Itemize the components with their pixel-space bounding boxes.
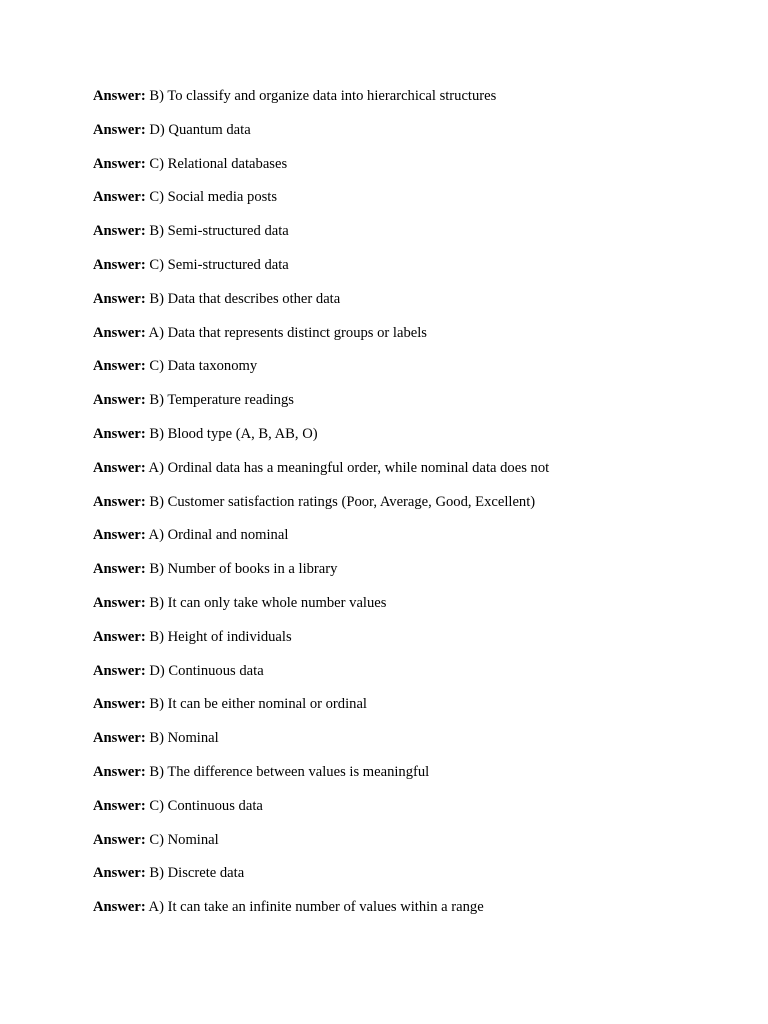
answer-text: B) It can be either nominal or ordinal bbox=[149, 696, 367, 713]
answer-text: A) It can take an infinite number of values within a range bbox=[148, 899, 484, 916]
answer-label: Answer: bbox=[93, 594, 146, 611]
answer-text: B) Blood type (A, B, AB, O) bbox=[149, 425, 318, 442]
answer-label: Answer: bbox=[93, 899, 146, 916]
answer-line bbox=[93, 121, 733, 155]
answer-label: Answer: bbox=[93, 358, 146, 375]
answer-line bbox=[93, 188, 733, 222]
answer-line bbox=[93, 155, 733, 189]
answer-line bbox=[93, 763, 733, 797]
answer-text: B) The difference between values is meaningful bbox=[149, 763, 430, 780]
answer-line bbox=[93, 628, 733, 662]
answer-text: B) Discrete data bbox=[149, 865, 245, 882]
answer-label: Answer: bbox=[93, 662, 146, 679]
answer-line bbox=[93, 222, 733, 256]
answer-text: D) Continuous data bbox=[149, 662, 264, 679]
answer-text: B) Number of books in a library bbox=[149, 561, 338, 578]
answer-label: Answer: bbox=[93, 88, 146, 104]
answer-line bbox=[93, 898, 733, 932]
answer-label: Answer: bbox=[93, 493, 146, 510]
answer-line bbox=[93, 560, 733, 594]
answer-line bbox=[93, 357, 733, 391]
answer-label: Answer: bbox=[93, 628, 146, 645]
answer-text: C) Semi-structured data bbox=[149, 256, 289, 273]
answer-line bbox=[93, 526, 733, 560]
answer-label: Answer: bbox=[93, 256, 146, 273]
answer-line bbox=[93, 290, 733, 324]
answer-label: Answer: bbox=[93, 189, 146, 206]
answer-text: C) Social media posts bbox=[149, 189, 278, 206]
answer-label: Answer: bbox=[93, 223, 146, 240]
answer-text: A) Data that represents distinct groups or labels bbox=[148, 324, 427, 341]
answer-line bbox=[93, 493, 733, 527]
answer-label: Answer: bbox=[93, 155, 146, 172]
answer-label: Answer: bbox=[93, 763, 146, 780]
answer-label: Answer: bbox=[93, 425, 146, 442]
answer-line bbox=[93, 662, 733, 696]
answer-label: Answer: bbox=[93, 290, 146, 307]
answer-label: Answer: bbox=[93, 797, 146, 814]
answer-text: D) Quantum data bbox=[149, 121, 251, 138]
answer-text: B) Customer satisfaction ratings (Poor, Average, Good, Excellent) bbox=[149, 493, 536, 510]
answer-text: B) Data that describes other data bbox=[149, 290, 341, 307]
answer-line bbox=[93, 729, 733, 763]
answer-line bbox=[93, 695, 733, 729]
answer-text: B) Semi-structured data bbox=[149, 223, 289, 240]
answer-text: B) Temperature readings bbox=[149, 392, 294, 409]
answer-text: C) Continuous data bbox=[149, 797, 263, 814]
answer-text: A) Ordinal and nominal bbox=[148, 527, 289, 544]
answer-line bbox=[93, 425, 733, 459]
answer-text: B) To classify and organize data into hierarchical structures bbox=[149, 88, 497, 104]
answer-text: B) Height of individuals bbox=[149, 628, 292, 645]
answer-label: Answer: bbox=[93, 831, 146, 848]
answer-label: Answer: bbox=[93, 527, 146, 544]
answer-label: Answer: bbox=[93, 561, 146, 578]
answer-label: Answer: bbox=[93, 324, 146, 341]
answer-line bbox=[93, 797, 733, 831]
answer-line bbox=[93, 459, 733, 493]
answer-line bbox=[93, 864, 733, 898]
answer-text: B) Nominal bbox=[149, 730, 219, 747]
answer-text: C) Data taxonomy bbox=[149, 358, 258, 375]
answer-label: Answer: bbox=[93, 392, 146, 409]
answer-label: Answer: bbox=[93, 865, 146, 882]
answer-line bbox=[93, 594, 733, 628]
answer-text: C) Nominal bbox=[149, 831, 219, 848]
answer-label: Answer: bbox=[93, 696, 146, 713]
answer-text: B) It can only take whole number values bbox=[149, 594, 387, 611]
answer-text: A) Ordinal data has a meaningful order, while nominal data does not bbox=[148, 459, 550, 476]
answer-line bbox=[93, 831, 733, 865]
answer-line bbox=[93, 324, 733, 358]
answer-line bbox=[93, 391, 733, 425]
answer-label: Answer: bbox=[93, 121, 146, 138]
answer-line bbox=[93, 256, 733, 290]
answer-list bbox=[93, 87, 733, 932]
answer-text: C) Relational databases bbox=[149, 155, 288, 172]
answer-label: Answer: bbox=[93, 730, 146, 747]
answer-label: Answer: bbox=[93, 459, 146, 476]
answer-line bbox=[93, 87, 733, 121]
